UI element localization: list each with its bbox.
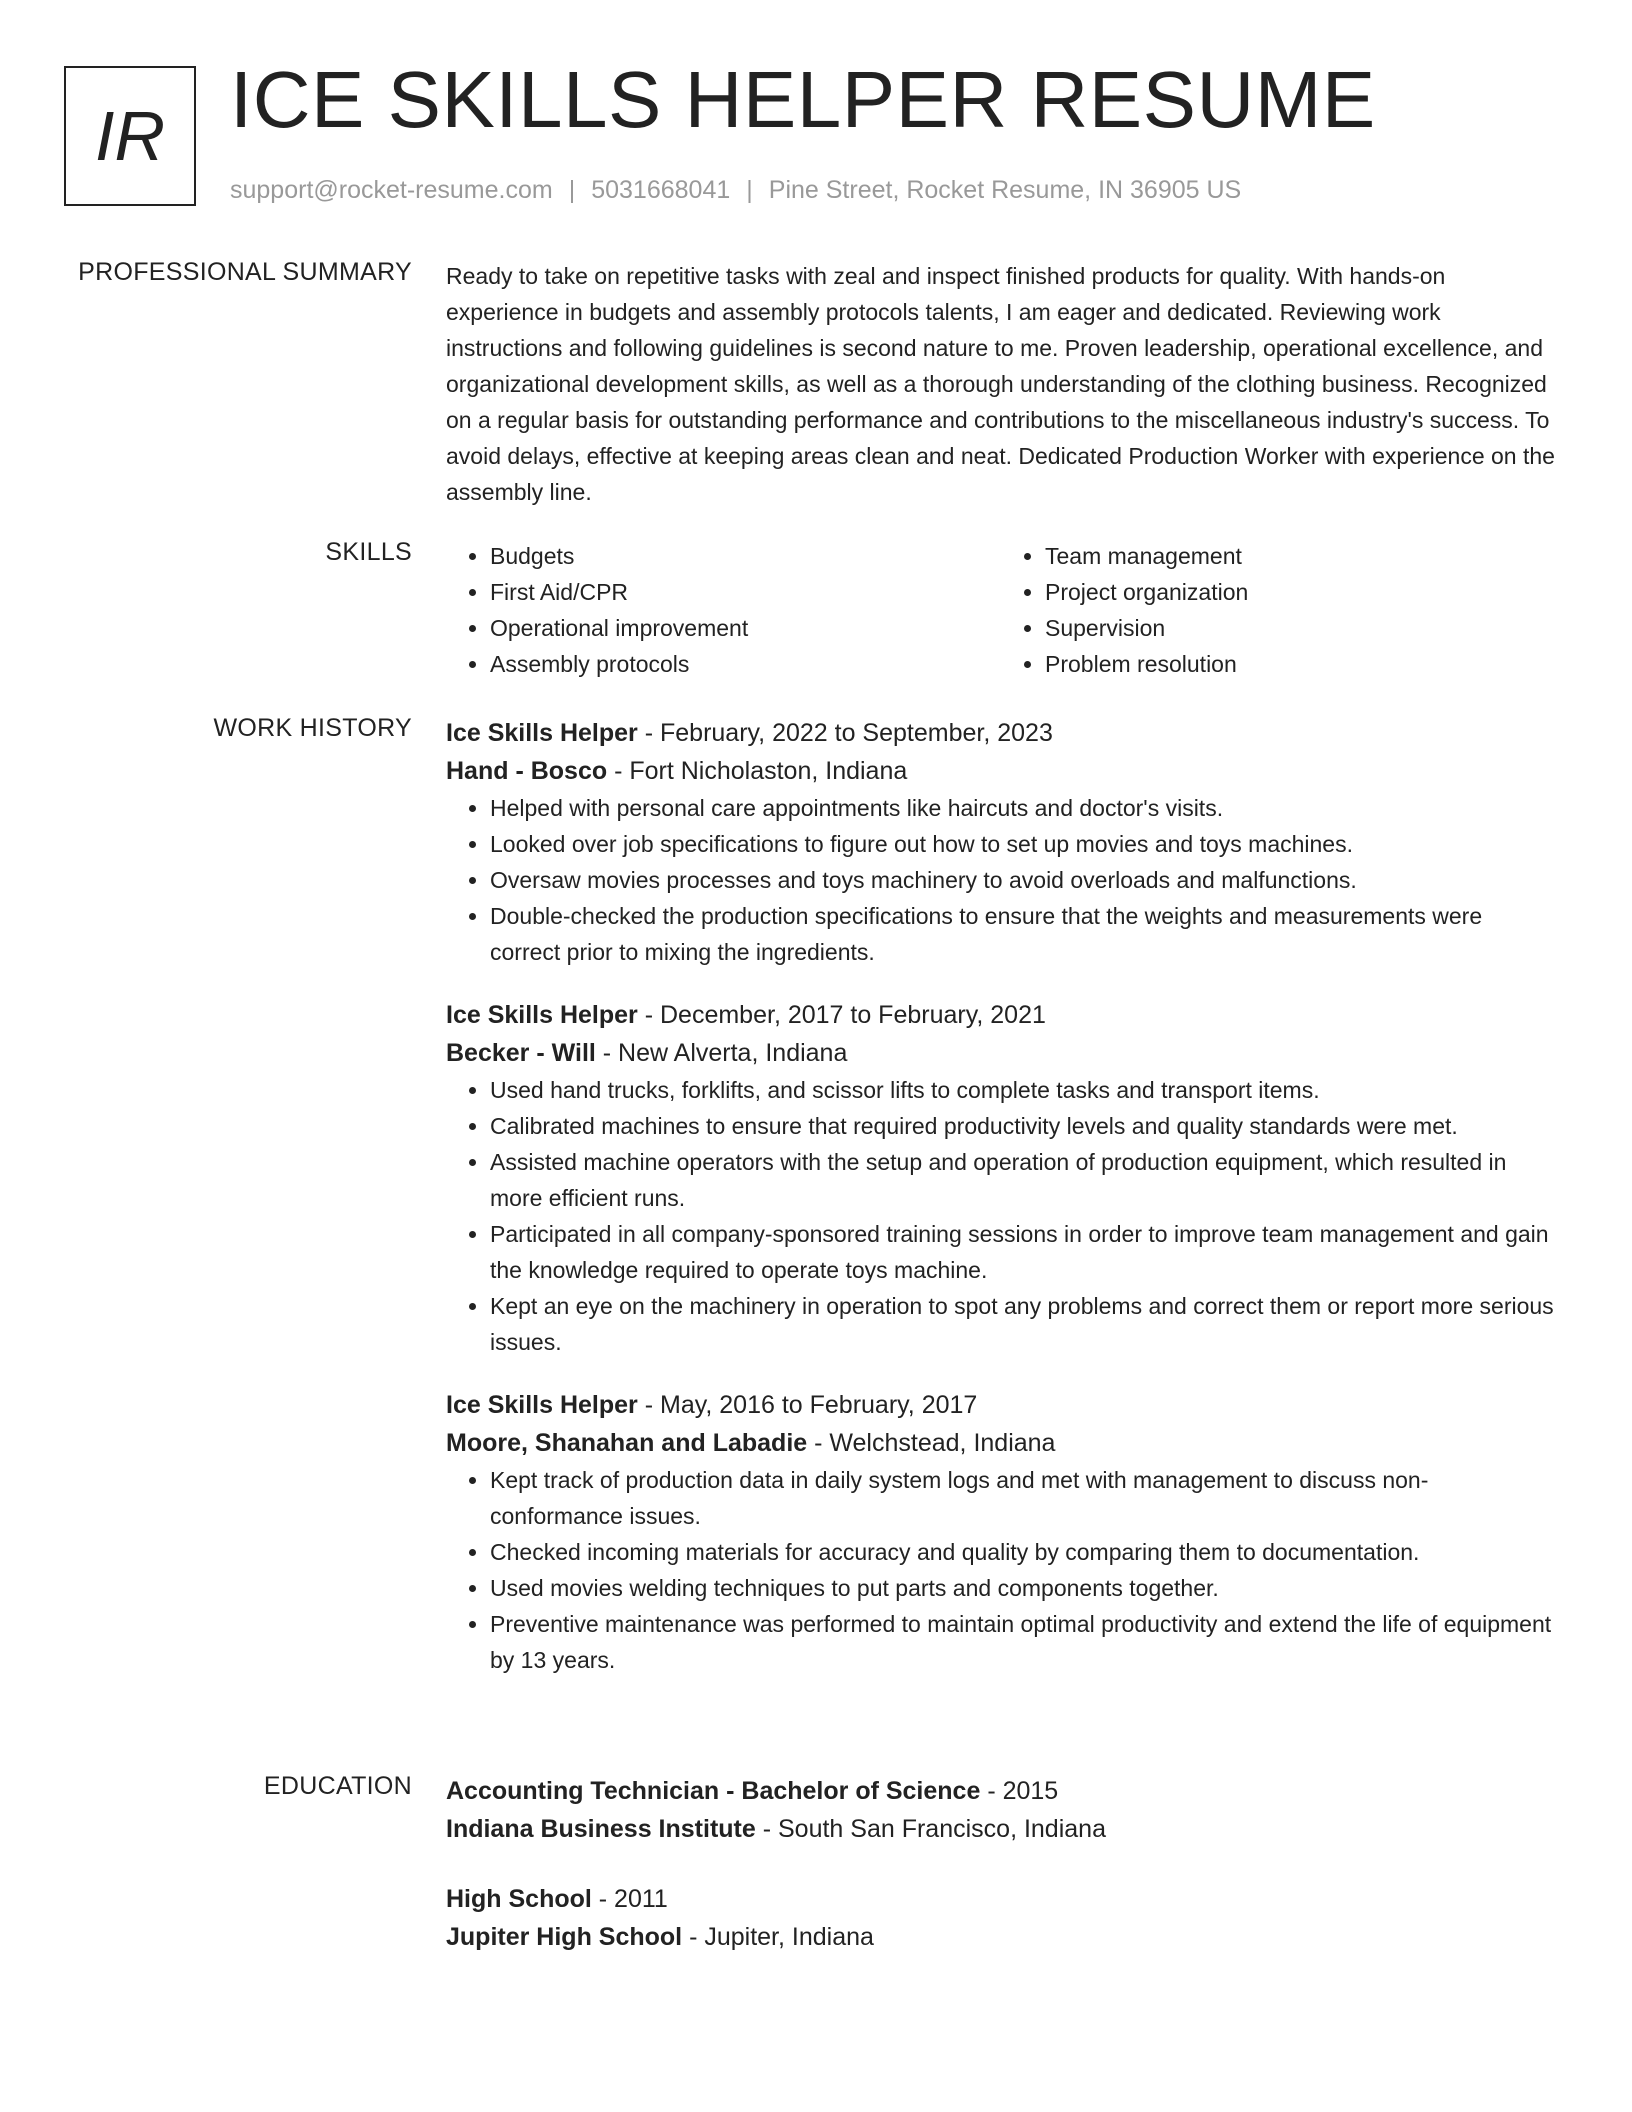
job-bullet: • Preventive maintenance was performed to maintain optimal productivity and extend the life of equipment by 13 years. xyxy=(490,1606,1556,1678)
skill-item: • Assembly protocols xyxy=(490,646,1001,682)
job-dates: - February, 2022 to September, 2023 xyxy=(637,719,1053,747)
degree-line xyxy=(446,1880,1556,1918)
summary-text: Ready to take on repetitive tasks with zeal and inspect finished products for quality. With hands-on experience in budgets and assembly protocols talents, I am eager and dedicated. Reviewing work instructions and following guidelines is second nature to me. Proven leadership, operational excellence, and organizational development skills, as well as a thorough understanding of the clothing business. Recognized on a regular basis for outstanding performance and contributions to the miscellaneous industry's success. To avoid delays, effective at keeping areas clean and neat. Dedicated Production Worker with experience on the assembly line. xyxy=(446,263,1555,505)
skills-list-right xyxy=(1001,538,1556,682)
job-company: Becker - Will xyxy=(446,1039,596,1067)
job-entry xyxy=(446,714,1556,970)
skills-list-left xyxy=(446,538,1001,682)
graduation-year: - 2011 xyxy=(591,1885,668,1913)
contact-address: Pine Street, Rocket Resume, IN 36905 US xyxy=(768,176,1242,204)
job-location: - Welchstead, Indiana xyxy=(807,1429,1056,1457)
skill-item: • Problem resolution xyxy=(1045,646,1556,682)
job-company: Hand - Bosco xyxy=(446,757,608,785)
resume-title: ICE SKILLS HELPER RESUME xyxy=(230,55,1376,144)
job-company-line xyxy=(446,752,1556,790)
job-title-line xyxy=(446,714,1556,752)
education-entry xyxy=(446,1772,1556,1848)
job-company-line xyxy=(446,1424,1556,1462)
contact-line xyxy=(230,176,1241,205)
contact-email: support@rocket-resume.com xyxy=(230,176,553,204)
school: Indiana Business Institute xyxy=(446,1815,756,1843)
skill-item: • Budgets xyxy=(490,538,1001,574)
school-location: - South San Francisco, Indiana xyxy=(755,1815,1106,1843)
graduation-year: - 2015 xyxy=(980,1777,1059,1805)
job-bullet: • Kept track of production data in daily system logs and met with management to discuss non-conformance issues. xyxy=(490,1462,1556,1534)
job-title: Ice Skills Helper xyxy=(446,1391,638,1419)
school: Jupiter High School xyxy=(446,1923,683,1951)
degree-line xyxy=(446,1772,1556,1810)
job-bullet: • Assisted machine operators with the setup and operation of production equipment, which resulted in more efficient runs. xyxy=(490,1144,1556,1216)
skill-item: • Supervision xyxy=(1045,610,1556,646)
degree: Accounting Technician - Bachelor of Science xyxy=(446,1777,981,1805)
job-title: Ice Skills Helper xyxy=(446,719,638,747)
job-company: Moore, Shanahan and Labadie xyxy=(446,1429,808,1457)
job-location: - Fort Nicholaston, Indiana xyxy=(607,757,908,785)
job-title: Ice Skills Helper xyxy=(446,1001,638,1029)
separator: | xyxy=(568,176,576,204)
job-entry xyxy=(446,1386,1556,1678)
job-company-line xyxy=(446,1034,1556,1072)
job-entry xyxy=(446,996,1556,1360)
monogram-logo: IR xyxy=(64,66,196,206)
job-bullet: • Helped with personal care appointments like haircuts and doctor's visits. xyxy=(490,790,1556,826)
section-label-work: WORK HISTORY xyxy=(213,714,412,742)
contact-phone: 5031668041 xyxy=(591,176,731,204)
skill-item: • Project organization xyxy=(1045,574,1556,610)
job-bullet: • Used hand trucks, forklifts, and scissor lifts to complete tasks and transport items. xyxy=(490,1072,1556,1108)
degree: High School xyxy=(446,1885,592,1913)
job-bullets xyxy=(446,1072,1556,1360)
job-bullets xyxy=(446,1462,1556,1678)
separator: | xyxy=(746,176,753,204)
skill-item: • Team management xyxy=(1045,538,1556,574)
job-bullet: • Calibrated machines to ensure that required productivity levels and quality standards were met. xyxy=(490,1108,1556,1144)
job-location: - New Alverta, Indiana xyxy=(595,1039,848,1067)
job-bullet: • Used movies welding techniques to put parts and components together. xyxy=(490,1570,1556,1606)
school-location: - Jupiter, Indiana xyxy=(682,1923,874,1951)
job-title-line xyxy=(446,996,1556,1034)
skill-item: • Operational improvement xyxy=(490,610,1001,646)
job-bullet: • Double-checked the production specifications to ensure that the weights and measurements were correct prior to mixing the ingredients. xyxy=(490,898,1556,970)
job-dates: - May, 2016 to February, 2017 xyxy=(637,1391,978,1419)
school-line xyxy=(446,1918,1556,1956)
job-bullet: • Participated in all company-sponsored training sessions in order to improve team management and gain the knowledge required to operate toys machine. xyxy=(490,1216,1556,1288)
job-bullet: • Oversaw movies processes and toys machinery to avoid overloads and malfunctions. xyxy=(490,862,1556,898)
skill-item: • First Aid/CPR xyxy=(490,574,1001,610)
school-line xyxy=(446,1810,1556,1848)
job-bullet: • Kept an eye on the machinery in operation to spot any problems and correct them or report more serious issues. xyxy=(490,1288,1556,1360)
section-label-education: EDUCATION xyxy=(263,1772,412,1800)
job-bullet: • Checked incoming materials for accuracy and quality by comparing them to documentation. xyxy=(490,1534,1556,1570)
job-title-line xyxy=(446,1386,1556,1424)
job-bullets xyxy=(446,790,1556,970)
section-label-summary: PROFESSIONAL SUMMARY xyxy=(78,258,412,286)
section-label-skills: SKILLS xyxy=(325,538,412,566)
job-bullet: • Looked over job specifications to figure out how to set up movies and toys machines. xyxy=(490,826,1556,862)
education-entry xyxy=(446,1880,1556,1956)
job-dates: - December, 2017 to February, 2021 xyxy=(637,1001,1046,1029)
